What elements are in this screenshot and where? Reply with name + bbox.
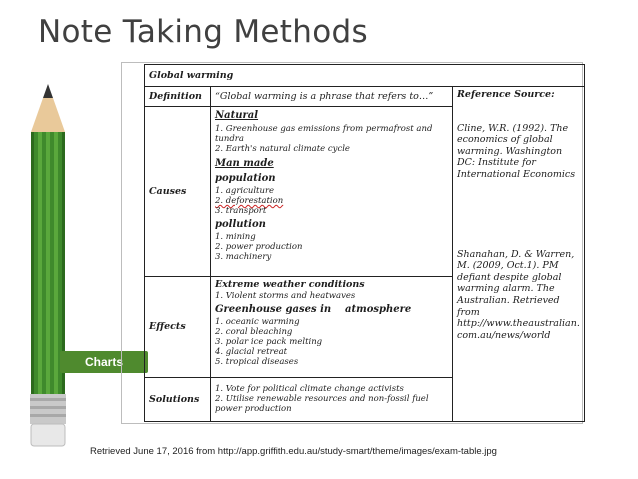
effects-label: Effects — [145, 276, 211, 377]
ref2-line: http://www.theaustralian. — [457, 318, 580, 330]
pollution-item: 2. power production — [215, 241, 303, 252]
ref2-line: Australian. Retrieved — [457, 294, 560, 306]
population-item: 3. transport — [215, 205, 267, 216]
source-caption: Retrieved June 17, 2016 from http://app.griffith.edu.au/study-smart/theme/images/exam-table.jpg — [90, 446, 497, 457]
ref1-line: International Economics — [457, 169, 576, 181]
causes-label: Causes — [145, 107, 211, 276]
natural-heading: Natural — [215, 110, 259, 122]
causes-cell — [211, 107, 453, 276]
ref2-line: M. (2009, Oct.1). PM — [457, 260, 559, 272]
pollution-item: 1. mining — [215, 231, 256, 242]
table-header: Global warming — [145, 65, 585, 87]
solutions-item: 2. Utilise renewable resources and non-fossil fuel power production — [215, 394, 429, 415]
pencil-illustration — [26, 84, 70, 449]
charts-tab-label: Charts — [60, 351, 148, 373]
notes-table — [144, 64, 585, 422]
reference-label: Reference Source: — [457, 89, 555, 101]
ref1-line: Cline, W.R. (1992). The — [457, 122, 569, 134]
greenhouse-item: 2. coral bleaching — [215, 326, 293, 337]
ref2-line: com.au/news/world — [457, 329, 551, 341]
greenhouse-item: 1. oceanic warming — [215, 316, 300, 327]
solutions-cell — [211, 377, 453, 421]
natural-item: 2. Earth's natural climate cycle — [215, 144, 350, 155]
definition-text: “Global warming is a phrase that refers to…” — [211, 87, 453, 107]
ref2-line: defiant despite global — [457, 271, 562, 283]
ref1-line: warming. Washington — [457, 145, 563, 157]
solutions-item: 1. Vote for political climate change activists — [215, 384, 404, 395]
greenhouse-item: 3. polar ice pack melting — [215, 336, 323, 347]
solutions-label: Solutions — [145, 377, 211, 421]
ref2-line: from — [457, 306, 480, 318]
definition-label: Definition — [145, 87, 211, 107]
greenhouse-heading: Greenhouse gases in atmosphere — [215, 303, 412, 315]
pollution-item: 3. machinery — [215, 251, 272, 262]
extreme-heading: Extreme weather conditions — [215, 278, 365, 290]
manmade-heading: Man made — [215, 158, 274, 170]
pollution-heading: pollution — [215, 218, 266, 230]
population-item: 1. agriculture — [215, 185, 275, 196]
reference-cell — [453, 87, 585, 422]
effects-cell — [211, 276, 453, 377]
ref1-line: DC: Institute for — [457, 157, 536, 169]
population-item: 2. deforestation — [215, 195, 284, 206]
page-title: Note Taking Methods — [38, 14, 368, 50]
extreme-item: 1. Violent storms and heatwaves — [215, 290, 356, 301]
ref2-line: warming alarm. The — [457, 283, 555, 295]
greenhouse-item: 5. tropical diseases — [215, 356, 299, 367]
natural-item: 1. Greenhouse gas emissions from permafrost and tundra — [215, 124, 433, 145]
greenhouse-item: 4. glacial retreat — [215, 346, 288, 357]
ref1-line: economics of global — [457, 134, 553, 146]
population-heading: population — [215, 172, 276, 184]
ref2-line: Shanahan, D. & Warren, — [457, 248, 575, 260]
